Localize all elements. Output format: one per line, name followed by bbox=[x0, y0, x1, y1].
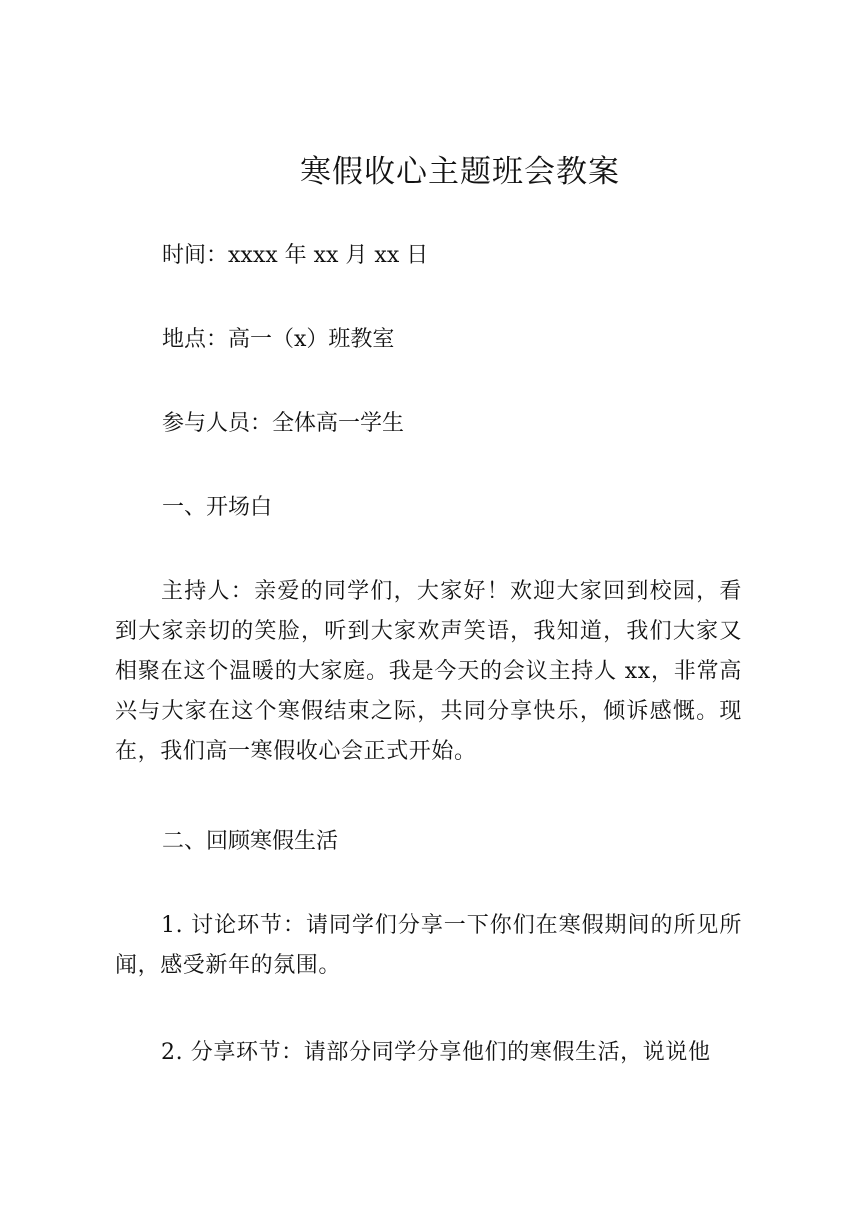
meeting-time: 时间：xxxx 年 xx 月 xx 日 bbox=[162, 243, 429, 268]
section-heading-review: 二、回顾寒假生活 bbox=[162, 829, 339, 854]
section-heading-opening: 一、开场白 bbox=[162, 495, 273, 520]
document-title: 寒假收心主题班会教案 bbox=[300, 154, 620, 190]
meeting-location: 地点：高一（x）班教室 bbox=[162, 327, 395, 352]
review-item-2: 2. 分享环节：请部分同学分享他们的寒假生活，说说他 bbox=[161, 1040, 711, 1065]
opening-paragraph: 主持人：亲爱的同学们，大家好！欢迎大家回到校园，看到大家亲切的笑脸，听到大家欢声笑语，我知道，我们大家又相聚在这个温暖的大家庭。我是今天的会议主持人 xx，非常高兴与大家在这个寒假结束之际，共同分享快乐，倾诉感慨。现在，我们高一寒假收心会正式开始。 bbox=[115, 579, 742, 764]
review-item-1: 1. 讨论环节：请同学们分享一下你们在寒假期间的所见所闻，感受新年的氛围。 bbox=[115, 913, 742, 978]
meeting-participants: 参与人员：全体高一学生 bbox=[162, 411, 405, 436]
